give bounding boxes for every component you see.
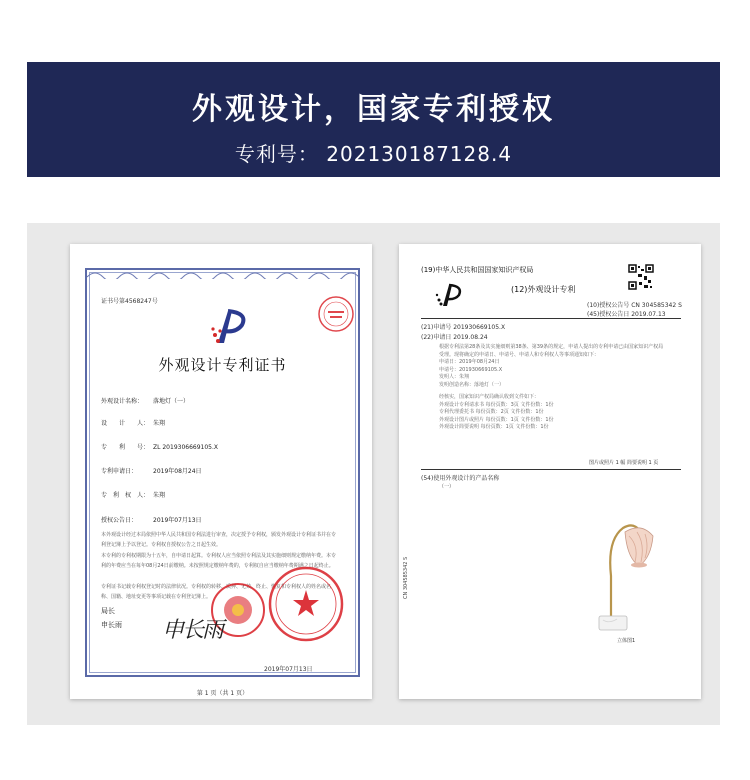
page-indicator: 第 1 页（共 1 页） [196, 690, 249, 697]
field-grant-date [101, 515, 202, 524]
certificate-title: 外观设计专利证书 [158, 356, 287, 374]
document-stage [27, 223, 720, 725]
field-design-name [101, 396, 189, 405]
side-publication-number: CN 304585342 S [403, 556, 409, 599]
figure-caption: 立体图1 [617, 638, 636, 644]
field-patentee [101, 490, 165, 499]
certificate-border [85, 268, 360, 697]
application-date: (22)申请日 2019.08.24 [421, 334, 488, 341]
body-line: 申请日：2019年08月24日 [439, 359, 500, 365]
certificate-paragraph-1: 本外观设计经过本局依照中华人民共和国专利法进行审查，决定授予专利权，颁发外观设计专利证书并在专利登记簿上予以登记。专利权自授权公告之日起生效。 [101, 532, 337, 548]
field-label: 外观设计名称： [101, 398, 144, 405]
gazette-doc-type: (12)外观设计专利 [511, 285, 576, 294]
field-value: 朱翔 [153, 420, 166, 427]
field-value: 2019年08月24日 [153, 468, 202, 475]
patent-certificate [70, 244, 372, 699]
signature-role-1: 局长 [101, 607, 115, 615]
body-line: 外观设计简要说明 每份页数：1页 文件份数：1份 [439, 424, 549, 430]
field-label: 设 计 人： [101, 420, 150, 427]
body-line: 经核实，国家知识产权局确认收到文件如下： [439, 394, 540, 400]
field-value: 落地灯（一） [153, 398, 190, 405]
signature-role-2: 申长雨 [101, 621, 122, 629]
cnipa-logo [208, 305, 252, 349]
qr-code-icon [628, 264, 654, 290]
divider [421, 318, 681, 319]
page-note: 图片或照片 1 幅 简要说明 1 页 [589, 460, 659, 466]
field-value: 2019年07月13日 [153, 517, 202, 524]
field-label: 专 利 权 人： [101, 492, 150, 499]
gazette-body [439, 344, 689, 432]
field-label: 专利申请日： [101, 468, 138, 475]
body-line: 外观设计专利请求书 每份页数：3页 文件份数：1份 [439, 401, 554, 408]
body-line: 受理。现将确定的申请日、申请号、申请人和专利权人等事项通知如下： [439, 351, 600, 358]
field-filing-date [101, 466, 202, 475]
publication-number: (10)授权公告号 CN 304585342 S [587, 302, 682, 309]
cnipa-logo-small [431, 282, 467, 308]
body-line: 发明创造名称：落地灯（一） [439, 381, 505, 388]
body-line: 申请号：201930669105.X [439, 366, 503, 373]
handwritten-signature: 申长雨 [162, 618, 223, 643]
gazette-header: (19)中华人民共和国国家知识产权局 [421, 266, 534, 274]
field-designer [101, 418, 165, 427]
product-name: （一） [439, 484, 455, 490]
field-label: 授权公告日： [101, 517, 138, 524]
body-line: 发明人：朱翔 [439, 374, 470, 380]
patent-gazette [399, 244, 701, 699]
border-ornament-top [87, 269, 358, 279]
body-line: 根据专利法第28条及其实施细则第38条、第39条的规定，申请人提出的专利申请已由国家知识产权局 [439, 344, 664, 350]
red-stamp-small [317, 295, 355, 333]
field-label: 专 利 号： [101, 444, 150, 451]
header-banner [27, 62, 720, 177]
certificate-date: 2019年07月13日 [264, 666, 313, 673]
section-54: (54)使用外观设计的产品名称 [421, 475, 500, 482]
certificate-paragraph-2: 本专利的专利权期限为十五年，自申请日起算。专利权人应当依照专利法及其实施细则规定缴纳年费。本专利的年费应当在每年08月24日前缴纳。未按照规定缴纳年费的，专利权自应当缴纳年费期满之日起终止。 [101, 553, 337, 569]
field-value: ZL 2019306669105.X [153, 444, 219, 451]
certificate-paragraph-3: 专利证书记载专利权登记时的法律状况。专利权的转移、质押、无效、终止、恢复和专利权人的姓名或名称、国籍、地址变更等事项记载在专利登记簿上。 [101, 584, 332, 600]
body-line: 外观设计图片或照片 每份页数：1页 文件份数：1份 [439, 416, 554, 423]
national-emblem-seal [206, 562, 356, 652]
publication-date: (45)授权公告日 2019.07.13 [587, 311, 666, 318]
field-value: 朱翔 [153, 492, 166, 499]
application-number: (21)申请号 201930669105.X [421, 324, 506, 331]
body-line: 专利代理委托书 每份页数：2页 文件份数：1份 [439, 409, 544, 415]
patent-number: 专利号： 202130187128.4 [234, 142, 513, 166]
field-patent-no [101, 442, 218, 451]
lamp-design-image [589, 506, 659, 636]
banner-title: 外观设计，国家专利授权 [192, 92, 555, 127]
certificate-number: 证书号第4568247号 [101, 298, 158, 305]
divider [421, 469, 681, 470]
